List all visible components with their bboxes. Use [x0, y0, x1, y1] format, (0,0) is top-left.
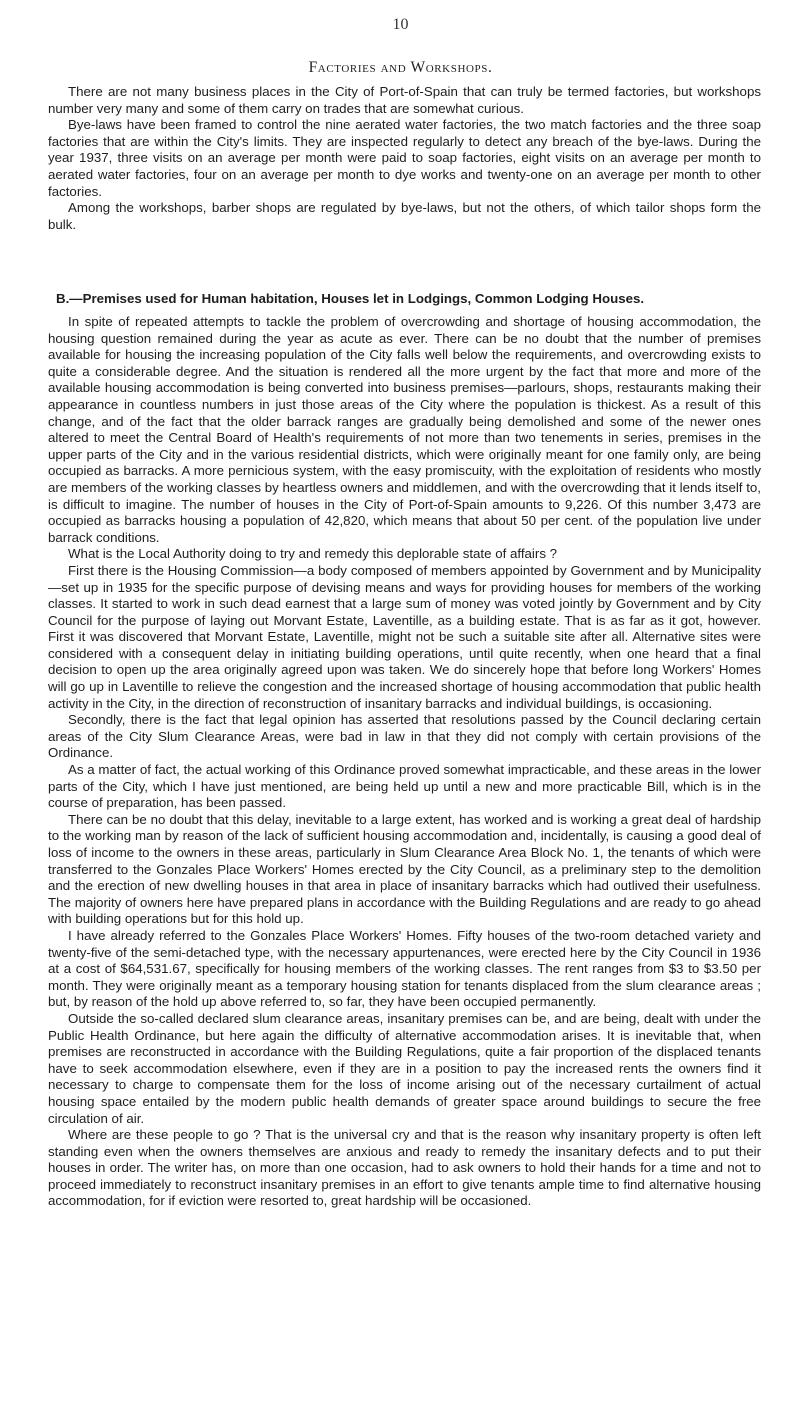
section-heading-factories: Factories and Workshops. — [308, 59, 493, 76]
page-number: 10 — [392, 16, 409, 33]
paragraph: Bye-laws have been framed to control the nine aerated water factories, the two match factories and the three soap factories that are within the City's limits. They are inspected regularly to detect any breach of the bye-laws. During the year 1937, three visits on an average per month were paid to soap factories, eight visits on an average per month to aerated water factories, four on an average per month to dye works and twenty-one on an average per month to other factories. — [48, 117, 761, 199]
paragraph: There can be no doubt that this delay, inevitable to a large extent, has worked and is working a great deal of hardship to the working man by reason of the lack of sufficient housing accommodation and, incidentally, is causing a good deal of loss of income to the owners in these areas, particularly in Slum Clearance Area Block No. 1, the tenants of which were transferred to the Gonzales Place Workers' Homes erected by the City Council, as a preliminary step to the demolition and the erection of new dwelling houses in that area in place of insanitary barracks which had outlived their usefulness. The majority of owners here have prepared plans in accordance with the Building Regulations and are ready to go ahead with building operations but for this hold up. — [48, 811, 761, 927]
paragraph: Where are these people to go ? That is the universal cry and that is the reason why insanitary property is often left standing even when the owners themselves are anxious and ready to remedy the insanitary defects and to put their houses in order. The writer has, on more than one occasion, had to ask owners to hold their hands for a time and not to proceed immediately to reconstruct insanitary premises in an effort to give tenants ample time to find alternative housing accommodation, for if eviction were resorted to, great hardship will be occasioned. — [48, 1127, 761, 1209]
paragraph: Outside the so-called declared slum clearance areas, insanitary premises can be, and are being, dealt with under the Public Health Ordinance, but here again the difficulty of alternative accommodation arises. It is inevitable that, when premises are reconstructed in accordance with the Building Regulations, quite a fair proportion of the displaced tenants have to seek accommodation elsewhere, even if they are in a position to pay the increased rents the owners find it necessary to charge to compensate them for the loss of income arising out of the necessary curtailment of actual housing space entailed by the modern public health demands of greater space around buildings to secure the free circulation of air. — [48, 1010, 761, 1126]
paragraph: In spite of repeated attempts to tackle the problem of overcrowding and shortage of housing accommodation, the housing question remained during the year as acute as ever. There can be no doubt that the number of premises available for housing the increasing population of the City falls well below the requirements, and overcrowding exists to quite a considerable degree. And the situation is rendered all the more urgent by the fact that more and more of the available housing accommodation is being converted into business premises—parlours, shops, restaurants making their appearance in countless numbers in just those areas of the City where the population is thickest. As a result of this change, and of the fact that the older barrack ranges are gradually being demolished and some of the newer ones altered to meet the Central Board of Health's requirements of not more than two tenements in series, premises in the upper parts of the City and in the various residential districts, which were originally meant for one family only, are being occupied as barracks. A more pernicious system, with the easy promiscuity, with the exploitation of residents who mostly are members of the working classes by heartless owners and middlemen, and with the overcrowding that it lends itself to, is difficult to imagine. The number of houses in the City of Port-of-Spain amounts to 9,226. Of this number 3,473 are occupied as barracks housing a population of 42,820, which means that about 50 per cent. of the population live under barrack conditions. — [48, 314, 761, 545]
section-housing-body — [48, 290, 761, 1210]
paragraph: I have already referred to the Gonzales Place Workers' Homes. Fifty houses of the two-room detached variety and twenty-five of the semi-detached type, with the necessary appurtenances, were erected here by the City Council in 1936 at a cost of $64,531.67, specifically for housing members of the working classes. The rent ranges from $3 to $3.50 per month. They were originally meant as a temporary housing station for tenants displaced from the slum clearance areas ; but, by reason of the hold up above referred to, so far, they have been occupied permanently. — [48, 927, 761, 1010]
paragraph: As a matter of fact, the actual working of this Ordinance proved somewhat impracticable, and these areas in the lower parts of the City, which I have just mentioned, are being held up until a new and more practicable Bill, which is in the course of preparation, has been passed. — [48, 762, 761, 811]
paragraph: First there is the Housing Commission—a body composed of members appointed by Government and by Municipality—set up in 1935 for the specific purpose of devising means and ways for providing houses for members of the working classes. It started to work in such dead earnest that a large sum of money was voted jointly by Government and by City Council for the purpose of laying out Morvant Estate, Laventille, as a building estate. That is as far as it got, however. First it was discovered that Morvant Estate, Laventille, might not be such a suitable site after all. Alternative sites were considered with a consequent delay in initiating building operations, until quite recently, when one heard that a final decision to open up the area originally agreed upon was taken. We do sincerely hope that before long Workers' Homes will go up in Laventille to relieve the congestion and the increased shortage of housing accommodation that public health activity in the City, in the direction of reconstruction of insanitary barracks and individual buildings, is occasioning. — [48, 562, 761, 711]
section-factories-body — [48, 84, 761, 233]
paragraph: Secondly, there is the fact that legal opinion has asserted that resolutions passed by the Council declaring certain areas of the City Slum Clearance Areas, were bad in law in that they did not comply with certain provisions of the Ordinance. — [48, 712, 761, 761]
section-heading-housing: B.—Premises used for Human habitation, Houses let in Lodgings, Common Lodging Houses. — [56, 291, 645, 306]
paragraph: Among the workshops, barber shops are regulated by bye-laws, but not the others, of which tailor shops form the bulk. — [48, 200, 761, 232]
paragraph: There are not many business places in the City of Port-of-Spain that can truly be termed factories, but workshops number very many and some of them carry on trades that are somewhat curious. — [48, 84, 761, 116]
paragraph: What is the Local Authority doing to try and remedy this deplorable state of affairs ? — [68, 546, 558, 562]
